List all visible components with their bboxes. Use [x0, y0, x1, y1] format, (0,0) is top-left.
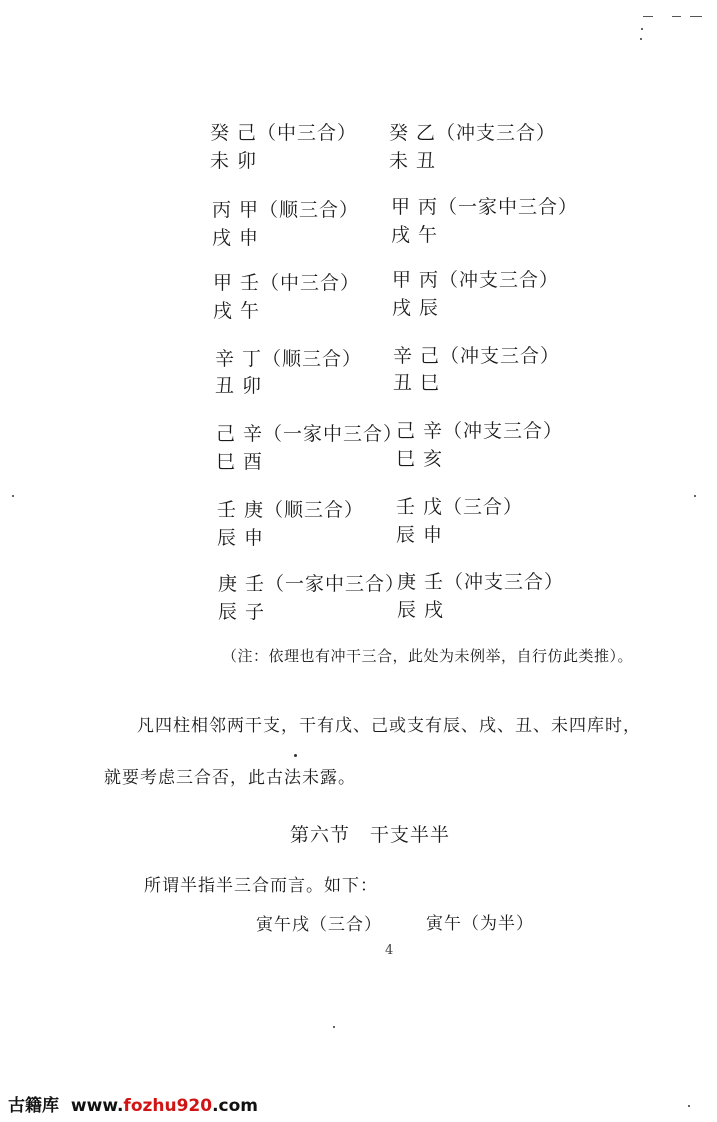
pair-right-bottom: 巳 亥: [396, 448, 444, 470]
scan-speck: [688, 1105, 690, 1107]
scan-speck: [333, 1026, 335, 1028]
section-intro: 所谓半指半三合而言。如下：: [144, 876, 378, 896]
pair-left-bottom: 丑 卯: [215, 375, 263, 397]
pair-left-top: 己 辛（一家中三合）: [216, 423, 404, 445]
pair-left-top: 甲 壬（中三合）: [213, 272, 361, 294]
section-title: 第六节 干支半半: [290, 824, 451, 846]
watermark-brand: 古籍库: [8, 1096, 59, 1116]
scan-speck: [694, 495, 696, 497]
pair-right-top: 甲 丙（冲支三合）: [392, 269, 560, 291]
pair-right-bottom: 辰 戌: [397, 599, 445, 621]
pair-left-top: 壬 庚（顺三合）: [217, 499, 365, 521]
pair-left-top: 庚 壬（一家中三合）: [218, 573, 406, 595]
pair-left-bottom: 巳 酉: [216, 451, 264, 473]
example-left: 寅午戌（三合）: [256, 915, 382, 935]
pair-right-bottom: 辰 申: [396, 524, 444, 546]
pair-left-bottom: 辰 申: [217, 527, 265, 549]
scan-speck: [12, 495, 14, 497]
scan-speck: [640, 38, 642, 40]
scan-mark: [690, 16, 702, 17]
watermark-url-name: fozhu920: [123, 1096, 213, 1116]
pair-left-top: 辛 丁（顺三合）: [215, 348, 363, 370]
pair-left-bottom: 戌 申: [212, 227, 260, 249]
pair-left-top: 丙 甲（顺三合）: [212, 199, 360, 221]
scan-speck: [294, 754, 297, 757]
pair-right-top: 庚 壬（冲支三合）: [397, 571, 565, 593]
pair-left-bottom: 戌 午: [213, 300, 261, 322]
pair-left-top: 癸 己（中三合）: [210, 122, 358, 144]
scan-mark: [643, 16, 653, 17]
watermark-url-suffix: .com: [212, 1096, 259, 1116]
page-number: 4: [385, 943, 394, 958]
pair-right-bottom: 未 丑: [389, 150, 437, 172]
scan-mark: [672, 16, 681, 17]
scan-speck: [641, 28, 643, 30]
paragraph-line-1: 凡四柱相邻两干支，干有戊、己或支有辰、戌、丑、未四库时，: [137, 716, 641, 736]
pair-right-bottom: 丑 巳: [393, 372, 441, 394]
pair-left-bottom: 未 卯: [210, 150, 258, 172]
note-text: （注：依理也有冲干三合，此处为未例举，自行仿此类推）。: [222, 647, 634, 665]
pair-right-top: 癸 乙（冲支三合）: [389, 122, 557, 144]
pair-right-bottom: 戌 午: [391, 224, 439, 246]
footer-watermark: [8, 1091, 258, 1116]
pair-right-top: 己 辛（冲支三合）: [396, 420, 564, 442]
watermark-url-prefix: www.: [70, 1096, 124, 1116]
example-right: 寅午（为半）: [426, 914, 534, 934]
pair-right-top: 甲 丙（一家中三合）: [391, 196, 579, 218]
pair-right-top: 辛 己（冲支三合）: [393, 345, 561, 367]
paragraph-line-2: 就要考虑三合否，此古法未露。: [104, 768, 356, 788]
pair-right-bottom: 戌 辰: [392, 297, 440, 319]
pair-right-top: 壬 戊（三合）: [396, 496, 524, 518]
pair-left-bottom: 辰 子: [218, 601, 266, 623]
